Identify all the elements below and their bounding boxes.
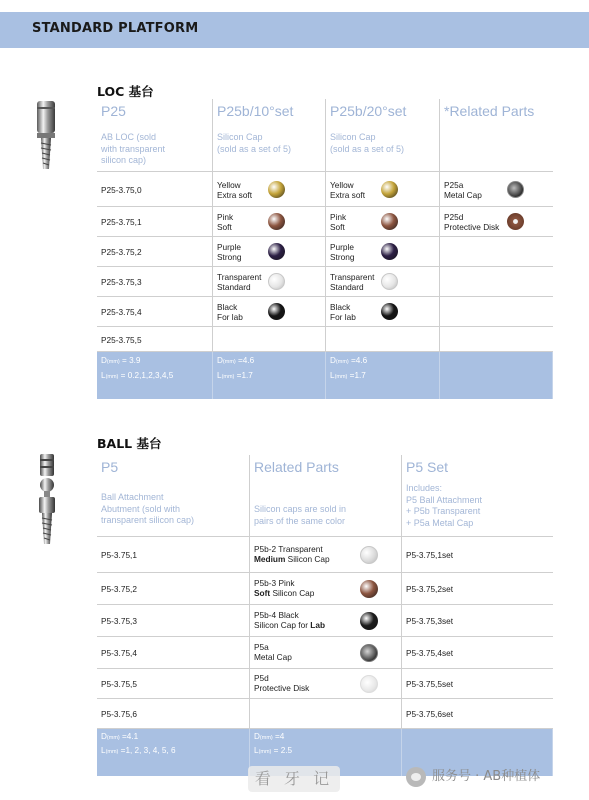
- cap-label: [330, 212, 346, 232]
- cap-color-name: Pink: [217, 212, 234, 222]
- header-sub: Ball Attachment Abutment (sold with transparent silicon cap): [101, 492, 195, 525]
- footer-dimension-d: D(mm) =4.6: [330, 356, 368, 365]
- loc-cell: [326, 207, 440, 236]
- loc-cell: [326, 172, 440, 206]
- part-desc-text: Protective Disk: [254, 683, 310, 693]
- ball-cell: [402, 669, 553, 698]
- header-title: *Related Parts: [444, 103, 535, 119]
- cap-hardness: Extra soft: [217, 190, 253, 200]
- cap-color-name: Yellow: [217, 180, 241, 190]
- loc-footer-p25: [97, 352, 213, 399]
- loc-abutment-image: [34, 99, 58, 179]
- silicon-cap-icon: [360, 612, 378, 630]
- loc-cell: [97, 297, 213, 326]
- header-title: P5 Set: [406, 459, 449, 475]
- footer-dimension-l: L(mm) =1.7: [330, 371, 366, 380]
- cap-color-name: Purple: [217, 242, 241, 252]
- silicon-cap-icon: [268, 303, 285, 320]
- loc-cell: [440, 267, 553, 296]
- set-code: P5-3.75,1set: [406, 550, 454, 560]
- related-part-label: [444, 212, 499, 232]
- related-part-desc: [254, 652, 292, 662]
- loc-cell: [213, 237, 326, 266]
- part-code: P25-3.75,5: [101, 335, 142, 345]
- cap-label: [217, 180, 252, 200]
- part-desc-text: Silicon Cap: [270, 588, 315, 598]
- loc-header-p25: [97, 99, 213, 171]
- ball-header-p5: [97, 455, 250, 536]
- silicon-cap-icon: [268, 181, 285, 198]
- header-sub: Silicon Cap (sold as a set of 5): [217, 132, 292, 154]
- header-title: P25: [101, 103, 126, 119]
- loc-footer-related: [440, 352, 553, 399]
- cap-hardness: Strong: [330, 252, 355, 262]
- loc-table-row: [97, 267, 553, 297]
- ball-cell: [250, 537, 402, 572]
- cap-label: [217, 212, 233, 232]
- cap-label: [217, 302, 243, 322]
- ball-cell: [97, 573, 250, 604]
- ball-cell: [402, 573, 553, 604]
- loc-section-title: LOC 基台: [97, 84, 154, 99]
- loc-table-row: [97, 207, 553, 237]
- platform-title: STANDARD PLATFORM: [32, 21, 199, 36]
- loc-cell: [97, 237, 213, 266]
- cap-hardness: Standard: [330, 282, 364, 292]
- loc-table-row: [97, 172, 553, 207]
- set-code: P5-3.75,2set: [406, 584, 454, 594]
- loc-cell: [326, 237, 440, 266]
- loc-header-p25b20: [326, 99, 440, 171]
- cap-color-name: Transparent: [217, 272, 262, 282]
- cap-hardness: Soft: [330, 222, 345, 232]
- watermark-right: 服务号 · AB种植体: [406, 766, 540, 788]
- related-part-code: P5d: [254, 673, 269, 683]
- part-code: P25-3.75,3: [101, 277, 142, 287]
- hardness-bold: Soft: [254, 588, 271, 598]
- related-part-code: P5b-2 Transparent: [254, 544, 323, 554]
- cap-hardness: Strong: [217, 252, 242, 262]
- ball-cell: [250, 605, 402, 636]
- cap-color-name: Black: [217, 302, 238, 312]
- cap-label: [217, 272, 261, 292]
- header-sub: AB LOC (sold with transparent silicon cap): [101, 132, 166, 165]
- ball-cell: [250, 573, 402, 604]
- ball-cell: [402, 537, 553, 572]
- ball-cell: [250, 637, 402, 668]
- part-desc-text: Silicon Cap for: [254, 620, 311, 630]
- ball-cell: [402, 605, 553, 636]
- cap-color-name: Transparent: [330, 272, 375, 282]
- ball-cell: [250, 669, 402, 698]
- metal-cap-icon: [360, 644, 378, 662]
- loc-cell: [326, 267, 440, 296]
- ball-cell: [97, 669, 250, 698]
- silicon-cap-icon: [381, 273, 398, 290]
- cap-label: [330, 272, 374, 292]
- ball-cell: [250, 699, 402, 728]
- related-part-name: Metal Cap: [444, 190, 482, 200]
- loc-cell: [97, 327, 213, 351]
- loc-cell: [440, 237, 553, 266]
- related-part-label: [254, 610, 325, 630]
- set-code: P5-3.75,6set: [406, 709, 454, 719]
- loc-cell: [97, 172, 213, 206]
- part-code: P25-3.75,1: [101, 217, 142, 227]
- part-desc-text: Silicon Cap: [285, 554, 330, 564]
- related-part-label: [254, 544, 330, 564]
- cap-color-name: Yellow: [330, 180, 354, 190]
- ball-table-row: [97, 605, 553, 637]
- ball-section-title: BALL 基台: [97, 436, 162, 451]
- loc-header-row: [97, 99, 553, 172]
- loc-cell: [440, 172, 553, 206]
- loc-header-p25b10: [213, 99, 326, 171]
- related-part-code: P5a: [254, 642, 269, 652]
- metal-cap-icon: [507, 181, 524, 198]
- ball-table-row: [97, 669, 553, 699]
- ball-table-row: [97, 537, 553, 573]
- set-code: P5-3.75,5set: [406, 679, 454, 689]
- footer-dimension-l: L(mm) =1.7: [217, 371, 253, 380]
- loc-table-row: [97, 327, 553, 352]
- header-title: P5: [101, 459, 119, 475]
- ball-cell: [402, 637, 553, 668]
- ball-cell: [97, 537, 250, 572]
- loc-footer-p25b20: [326, 352, 440, 399]
- header-title: P25b/20°set: [330, 103, 407, 119]
- header-sub: Silicon Cap (sold as a set of 5): [330, 132, 405, 154]
- footer-dimension-d: D(mm) =4: [254, 732, 285, 741]
- related-part-desc: [254, 683, 309, 693]
- cap-label: [330, 302, 356, 322]
- loc-cell: [213, 207, 326, 236]
- wechat-icon: [406, 767, 426, 787]
- related-part-label: [254, 673, 309, 693]
- loc-footer-row: [97, 352, 553, 399]
- cap-label: [330, 180, 365, 200]
- part-code: P25-3.75,2: [101, 247, 142, 257]
- cap-color-name: Black: [330, 302, 351, 312]
- header-title: P25b/10°set: [217, 103, 294, 119]
- silicon-cap-icon: [268, 273, 285, 290]
- ball-cell: [97, 699, 250, 728]
- related-part-desc: [254, 554, 330, 564]
- silicon-cap-icon: [360, 546, 378, 564]
- ball-table-row: [97, 573, 553, 605]
- related-part-label: [254, 578, 314, 598]
- ball-cell: [97, 605, 250, 636]
- cap-label: [217, 242, 241, 262]
- protective-disk-icon: [360, 675, 378, 693]
- cap-hardness: For lab: [217, 312, 243, 322]
- related-part-desc: [254, 620, 325, 630]
- set-code: P5-3.75,4set: [406, 648, 454, 658]
- loc-header-related: [440, 99, 553, 171]
- related-part-label: [444, 180, 482, 200]
- loc-cell: [213, 327, 326, 351]
- ball-header-set: [402, 455, 553, 536]
- part-code: P25-3.75,4: [101, 307, 142, 317]
- part-code: P5-3.75,4: [101, 648, 137, 658]
- silicon-cap-icon: [268, 243, 285, 260]
- hardness-bold: Medium: [254, 554, 286, 564]
- related-part-code: P25d: [444, 212, 464, 222]
- watermark-left: 看 牙 记: [248, 766, 340, 792]
- header-sub: Includes: P5 Ball Attachment + P5b Transparent + P5a Metal Cap: [406, 483, 483, 528]
- set-code: P5-3.75,3set: [406, 616, 454, 626]
- ball-abutment-image: [34, 452, 60, 548]
- cap-color-name: Purple: [330, 242, 354, 252]
- related-part-code: P5b-4 Black: [254, 610, 299, 620]
- loc-cell: [440, 327, 553, 351]
- ball-table-row: [97, 699, 553, 729]
- ball-table-row: [97, 637, 553, 669]
- cap-color-name: Pink: [330, 212, 347, 222]
- top-banner: [0, 12, 589, 48]
- cap-hardness: Standard: [217, 282, 251, 292]
- part-code: P25-3.75,0: [101, 185, 142, 195]
- ball-header-row: [97, 455, 553, 537]
- loc-table-row: [97, 237, 553, 267]
- cap-hardness: Extra soft: [330, 190, 366, 200]
- footer-dimension-l: L(mm) = 0.2,1,2,3,4,5: [101, 371, 174, 380]
- loc-cell: [213, 297, 326, 326]
- footer-dimension-d: D(mm) = 3.9: [101, 356, 141, 365]
- silicon-cap-icon: [381, 213, 398, 230]
- loc-footer-p25b10: [213, 352, 326, 399]
- related-part-label: [254, 642, 292, 662]
- part-code: P5-3.75,6: [101, 709, 137, 719]
- part-code: P5-3.75,5: [101, 679, 137, 689]
- loc-cell: [440, 297, 553, 326]
- cap-label: [330, 242, 354, 262]
- silicon-cap-icon: [381, 181, 398, 198]
- ball-header-related: [250, 455, 402, 536]
- part-code: P5-3.75,2: [101, 584, 137, 594]
- cap-hardness: Soft: [217, 222, 232, 232]
- part-code: P5-3.75,3: [101, 616, 137, 626]
- footer-dimension-l: L(mm) = 2.5: [254, 746, 293, 755]
- related-part-code: P5b-3 Pink: [254, 578, 295, 588]
- usage-bold: Lab: [310, 620, 326, 630]
- related-part-desc: [254, 588, 314, 598]
- cap-hardness: For lab: [330, 312, 356, 322]
- loc-cell: [97, 207, 213, 236]
- silicon-cap-icon: [360, 580, 378, 598]
- footer-dimension-l: L(mm) =1, 2, 3, 4, 5, 6: [101, 746, 176, 755]
- header-sub: Silicon caps are sold in pairs of the same color: [254, 504, 347, 526]
- part-desc-text: Metal Cap: [254, 652, 292, 662]
- loc-table-row: [97, 297, 553, 327]
- loc-cell: [326, 297, 440, 326]
- related-part-code: P25a: [444, 180, 464, 190]
- silicon-cap-icon: [268, 213, 285, 230]
- ball-cell: [402, 699, 553, 728]
- related-part-name: Protective Disk: [444, 222, 500, 232]
- loc-cell: [326, 327, 440, 351]
- loc-cell: [97, 267, 213, 296]
- silicon-cap-icon: [381, 243, 398, 260]
- header-title: Related Parts: [254, 459, 339, 475]
- ball-footer-p5: [97, 729, 250, 776]
- loc-cell: [213, 172, 326, 206]
- footer-dimension-d: D(mm) =4.6: [217, 356, 255, 365]
- part-code: P5-3.75,1: [101, 550, 137, 560]
- protective-disk-icon: [507, 213, 524, 230]
- loc-cell: [213, 267, 326, 296]
- loc-cell: [440, 207, 553, 236]
- silicon-cap-icon: [381, 303, 398, 320]
- footer-dimension-d: D(mm) =4.1: [101, 732, 139, 741]
- ball-cell: [97, 637, 250, 668]
